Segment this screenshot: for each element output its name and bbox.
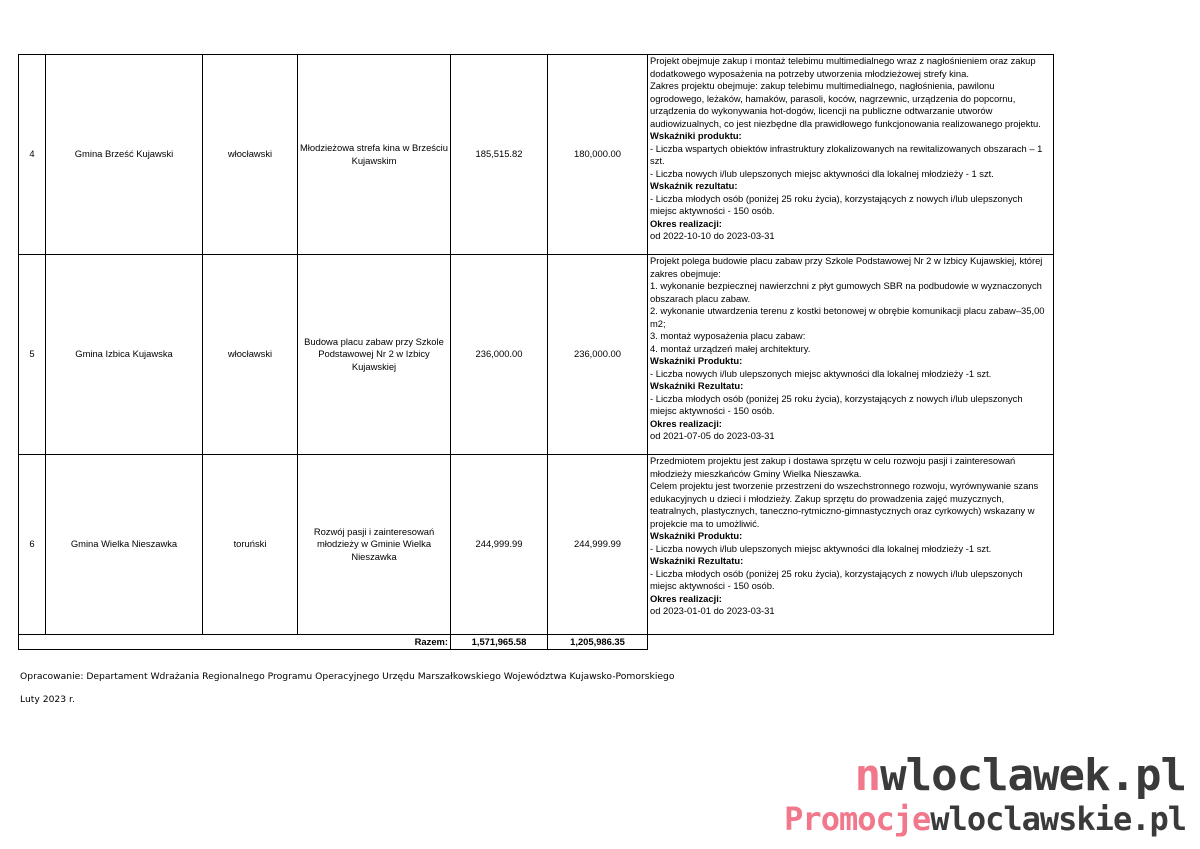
period: od 2023-01-01 do 2023-03-31 (650, 605, 775, 616)
period: od 2021-07-05 do 2023-03-31 (650, 430, 775, 441)
product-indicators-heading: Wskaźniki produktu: (650, 130, 742, 141)
grant-amount: 180,000.00 (548, 55, 648, 255)
summary-label: Razem: (19, 635, 451, 650)
grant-amount: 244,999.99 (548, 455, 648, 635)
watermark-part: wloclawek.pl (880, 750, 1186, 801)
summary-grant-amount: 1,205,986.35 (548, 635, 648, 650)
row-number: 5 (19, 255, 46, 455)
total-cost: 236,000.00 (451, 255, 548, 455)
product-indicators: - Liczba nowych i/lub ulepszonych miejsc aktywności dla lokalnej młodzieży -1 szt. (650, 542, 992, 554)
grant-amount: 236,000.00 (548, 255, 648, 455)
project-description (648, 255, 1054, 455)
date-note: Luty 2023 r. (20, 694, 75, 705)
municipality: Gmina Wielka Nieszawka (46, 455, 203, 635)
summary-total-cost: 1,571,965.58 (451, 635, 548, 650)
row-number: 6 (19, 455, 46, 635)
result-indicators-heading: Wskaźniki Rezultatu: (650, 555, 744, 566)
watermark-logo-nwloclawek (855, 750, 1186, 801)
summary-blank (648, 635, 1054, 650)
period-heading: Okres realizacji: (650, 217, 722, 229)
county: toruński (203, 455, 298, 635)
result-indicators: - Liczba młodych osób (poniżej 25 roku życia), korzystających z nowych i/lub ulepszonych miejsc aktywności - 150 osób. (650, 567, 1023, 591)
project-title: Młodzieżowa strefa kina w Brześciu Kujawskim (298, 55, 451, 255)
table-row (19, 255, 1054, 455)
result-indicators-heading: Wskaźnik rezultatu: (650, 180, 738, 191)
project-description (648, 55, 1054, 255)
table-row (19, 55, 1054, 255)
total-cost: 244,999.99 (451, 455, 548, 635)
result-indicators: - Liczba młodych osób (poniżej 25 roku życia), korzystających z nowych i/lub ulepszonych miejsc aktywności - 150 osób. (650, 192, 1023, 216)
municipality: Gmina Izbica Kujawska (46, 255, 203, 455)
row-number: 4 (19, 55, 46, 255)
product-indicators-heading: Wskaźniki Produktu: (650, 530, 743, 541)
project-title: Budowa placu zabaw przy Szkole Podstawowej Nr 2 w Izbicy Kujawskiej (298, 255, 451, 455)
period: od 2022-10-10 do 2023-03-31 (650, 230, 775, 241)
description-intro: Projekt polega budowie placu zabaw przy Szkole Podstawowej Nr 2 w Izbicy Kujawskiej, której zakres obejmuje: 1. wykonanie bezpiecznej nawierzchni z płyt gumowych SBR na podbudowie w wyznaczonych obszarach placu zabaw. 2. wykonanie utwardzenia terenu z kostki betonowej w obrębie komunikacji placu zabaw–35,00 m2; 3. montaż wyposażenia placu zabaw: 4. montaż urządzeń małej architektury. (650, 255, 1045, 354)
result-indicators-heading: Wskaźniki Rezultatu: (650, 380, 744, 391)
source-note: Opracowanie: Departament Wdrażania Regionalnego Programu Operacyjnego Urzędu Marszałkowskiego Województwa Kujawsko-Pomorskiego (20, 671, 675, 682)
project-title: Rozwój pasji i zainteresowań młodzieży w Gminie Wielka Nieszawka (298, 455, 451, 635)
municipality: Gmina Brześć Kujawski (46, 55, 203, 255)
county: włocławski (203, 55, 298, 255)
period-heading: Okres realizacji: (650, 417, 722, 429)
watermark-part: Promocje (784, 800, 931, 838)
product-indicators: - Liczba wspartych obiektów infrastruktury zlokalizowanych na rewitalizowanych obszarach – 1 szt. - Liczba nowych i/lub ulepszonych miejsc aktywności dla lokalnej młodzieży - 1 szt. (650, 142, 1043, 179)
project-description (648, 455, 1054, 635)
watermark-part: wloclawskie.pl (930, 800, 1186, 838)
total-cost: 185,515.82 (451, 55, 548, 255)
table-row (19, 455, 1054, 635)
watermark-part: n (854, 750, 881, 801)
product-indicators: - Liczba nowych i/lub ulepszonych miejsc aktywności dla lokalnej młodzieży -1 szt. (650, 367, 992, 379)
product-indicators-heading: Wskaźniki Produktu: (650, 355, 743, 366)
description-intro: Przedmiotem projektu jest zakup i dostawa sprzętu w celu rozwoju pasji i zainteresowań młodzieży mieszkańców Gminy Wielka Nieszawka. Celem projektu jest tworzenie przestrzeni do wszechstronnego rozwoju, wyrównywanie szans edukacyjnych u dzieci i młodzieży. Zakup sprzętu do prowadzenia zajęć muzycznych, teatralnych, plastycznych, taneczno-rytmiczno-gimnastycznych oraz cyrkowych) wskazany w projekcie ma to umożliwić. (650, 455, 1039, 529)
description-intro: Projekt obejmuje zakup i montaż telebimu multimedialnego wraz z nagłośnieniem oraz zakup dodatkowego wyposażenia na potrzeby utworzenia młodzieżowej strefy kina. Zakres projektu obejmuje: zakup telebimu multimedialnego, nagłośnienia, pawilonu ogrodowego, leżaków, hamaków, parasoli, koców, nagrzewnic, urządzenia do popcornu, urządzenia do wykonywania hot-dogów, licencji na publiczne odtwarzanie utworów audiowizualnych, co jest niezbędne dla prawidłowego funkcjonowania realizowanego projektu. (650, 55, 1041, 129)
period-heading: Okres realizacji: (650, 592, 722, 604)
projects-table (18, 54, 1054, 650)
result-indicators: - Liczba młodych osób (poniżej 25 roku życia), korzystających z nowych i/lub ulepszonych miejsc aktywności - 150 osób. (650, 392, 1023, 416)
watermark-logo-promocje (784, 800, 1186, 838)
county: włocławski (203, 255, 298, 455)
summary-row (19, 635, 1054, 650)
